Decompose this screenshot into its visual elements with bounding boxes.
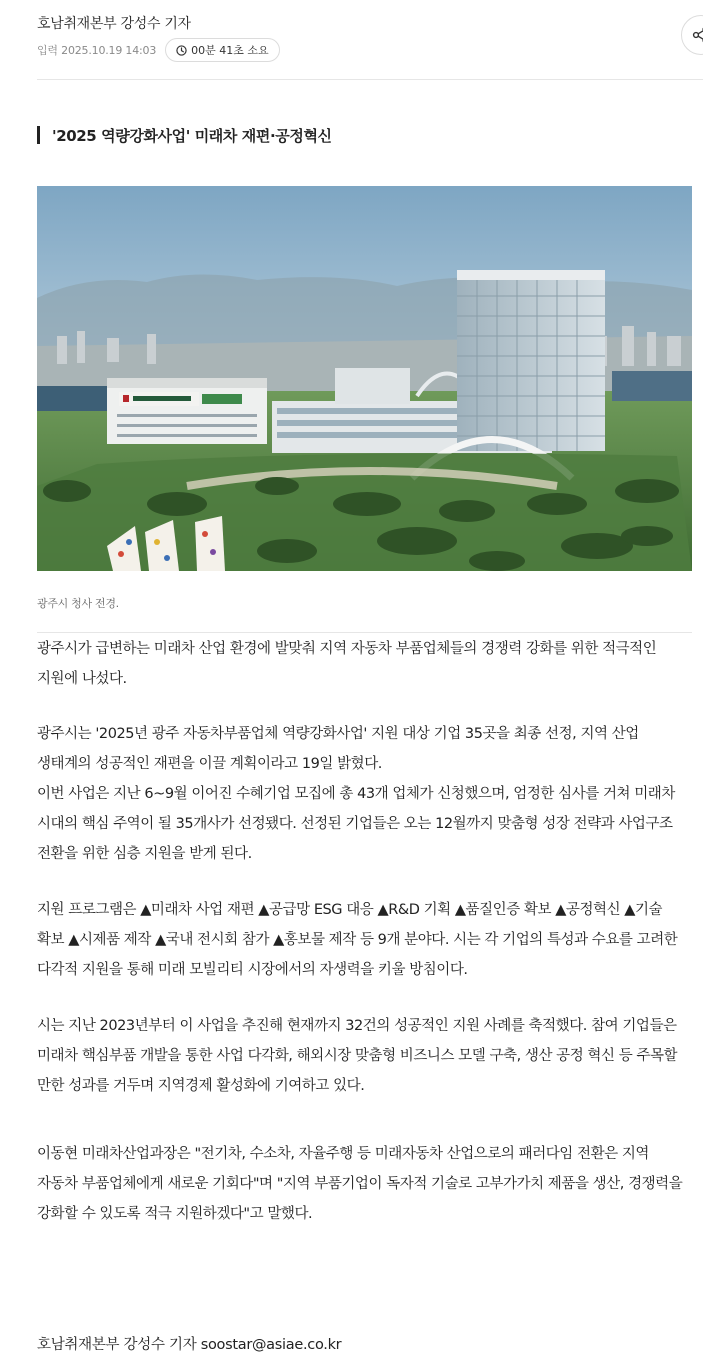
published-date: 입력 2025.10.19 14:03 [37, 44, 157, 57]
meta-row [37, 37, 280, 63]
paragraph-text: 이번 사업은 지난 6~9월 이어진 수혜기업 모집에 총 43개 업체가 신청했으며, 엄정한 심사를 거쳐 미래차 시대의 핵심 주역이 될 35개사가 선정됐다. 선정된 기업들은 오는 12월까지 맞춤형 성장 전략과 사업구조 전환을 위한 심층 지원을 받게 된다. [37, 786, 675, 862]
article-paragraph-3 [37, 779, 692, 869]
share-icon [691, 25, 703, 45]
city-hall-photo [37, 186, 692, 571]
article-photo [37, 186, 692, 571]
share-button[interactable] [681, 15, 703, 55]
paragraph-text: 지원 프로그램은 ▲미래차 사업 재편 ▲공급망 ESG 대응 ▲R&D 기획 ▲품질인증 확보 ▲공정혁신 ▲기술 확보 ▲시제품 제작 ▲국내 전시회 참가 ▲홍보물 제작 등 9개 분야다. 시는 각 기업의 특성과 수요를 고려한 다각적 지원을 통해 미래 모빌리티 시장에서의 자생력을 키울 방침이다. [37, 902, 678, 978]
article-paragraph-6 [37, 1139, 692, 1229]
article-paragraph-2 [37, 719, 692, 779]
article-paragraph-4 [37, 895, 692, 985]
paragraph-text: 광주시는 '2025년 광주 자동차부품업체 역량강화사업' 지원 대상 기업 35곳을 최종 선정, 지역 산업 생태계의 성공적인 재편을 이끌 계획이라고 19일 밝혔다. [37, 726, 639, 772]
article-paragraph-1 [37, 634, 692, 694]
read-time-label: 00분 41초 소요 [191, 44, 269, 57]
caption-divider [37, 632, 692, 633]
byline: 호남취재본부 강성수 기자 [37, 16, 191, 32]
subtitle-bar [37, 126, 40, 144]
paragraph-text: 시는 지난 2023년부터 이 사업을 추진해 현재까지 32건의 성공적인 지원 사례를 축적했다. 참여 기업들은 미래차 핵심부품 개발을 통한 사업 다각화, 해외시장 맞춤형 비즈니스 모델 구축, 생산 공정 혁신 등 주목할 만한 성과를 거두며 지역경제 활성화에 기여하고 있다. [37, 1018, 678, 1094]
clock-icon [176, 45, 187, 56]
read-time-badge [165, 38, 280, 62]
reporter-signature: 호남취재본부 강성수 기자 soostar@asiae.co.kr [37, 1337, 342, 1353]
article-paragraph-5 [37, 1011, 692, 1101]
photo-caption: 광주시 청사 전경. [37, 597, 119, 610]
article-subtitle [37, 124, 332, 146]
paragraph-text: 광주시가 급변하는 미래차 산업 환경에 발맞춰 지역 자동차 부품업체들의 경쟁력 강화를 위한 적극적인 지원에 나섰다. [37, 641, 657, 687]
paragraph-text: 이동현 미래차산업과장은 "전기차, 수소차, 자율주행 등 미래자동차 산업으로의 패러다임 전환은 지역 자동차 부품업체에게 새로운 기회다"며 "지역 부품기업이 독자적 기술로 고부가가치 제품을 생산, 경쟁력을 강화할 수 있도록 적극 지원하겠다"고 말했다. [37, 1146, 683, 1222]
subtitle-text: '2025 역량강화사업' 미래차 재편·공정혁신 [52, 126, 332, 145]
article-header [37, 0, 703, 80]
